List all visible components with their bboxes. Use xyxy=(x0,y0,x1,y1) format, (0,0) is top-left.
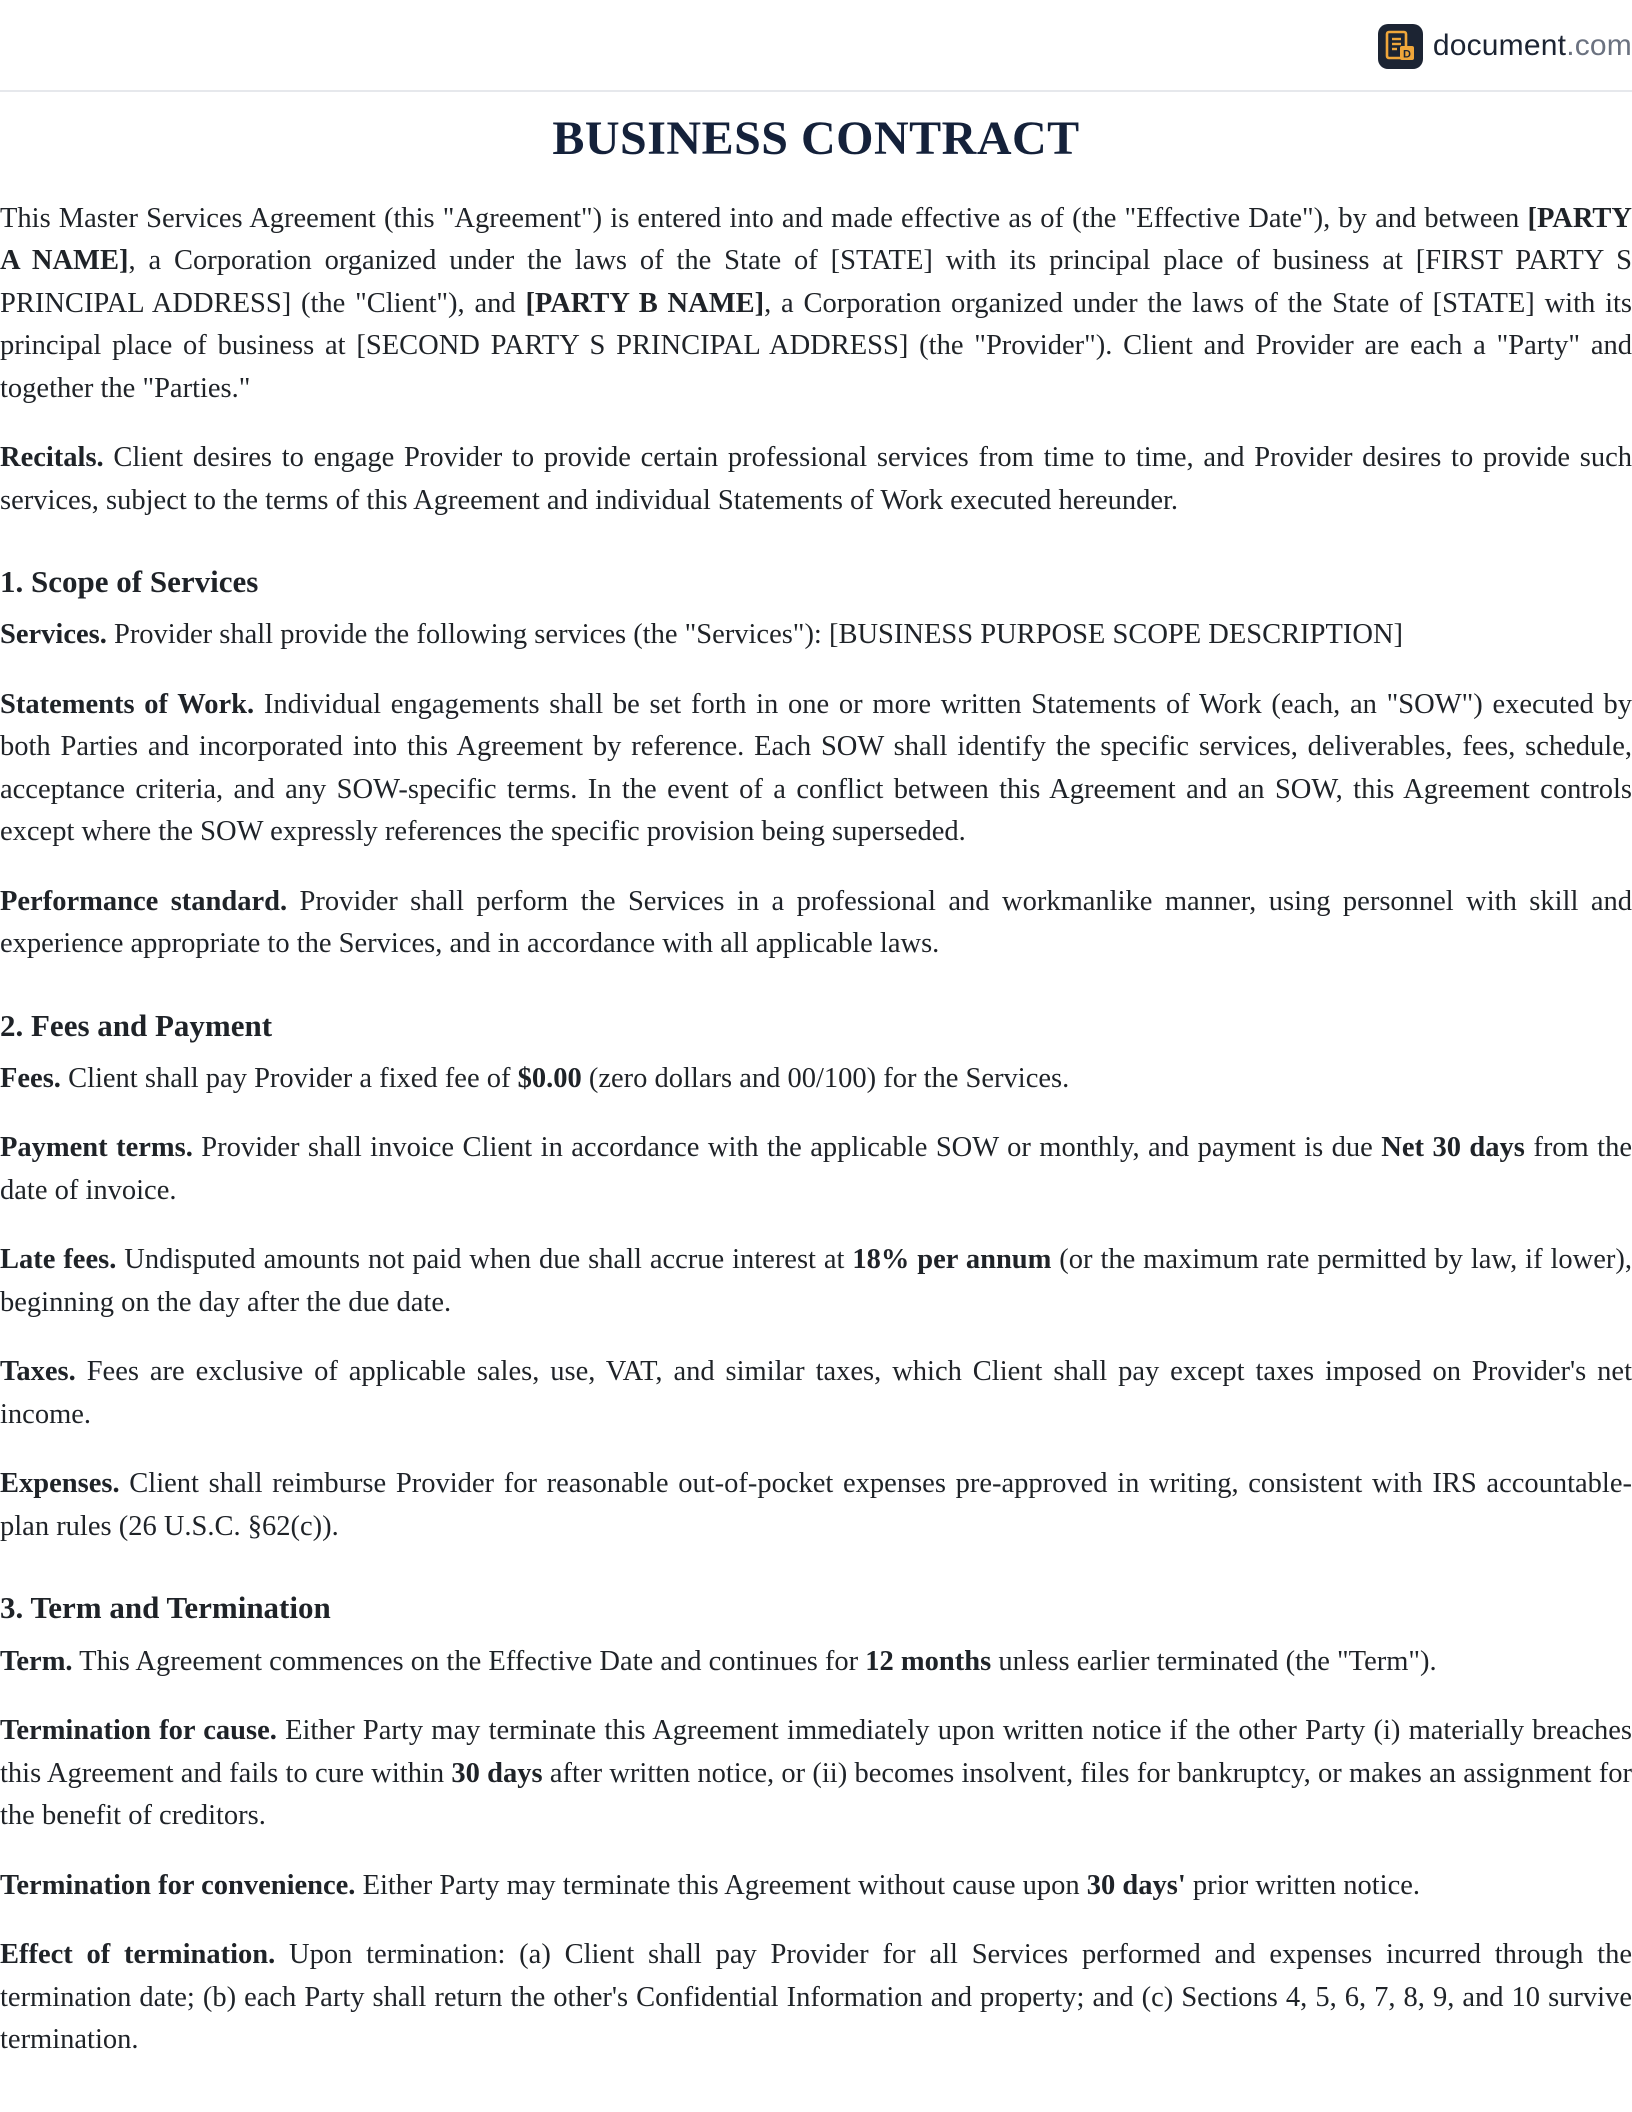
brand-logo[interactable] xyxy=(1378,22,1632,70)
fees-label: Fees. xyxy=(0,1062,61,1094)
effect-of-termination-text: Upon termination: (a) Client shall pay Provider for all Services performed and expenses incurred through the termination date; (b) each Party shall return the other's Confidential Information and property; and (c) Sections 4, 5, 6, 7, 8, 9, and 10 survive termination. xyxy=(0,1939,1632,2056)
term-label: Term. xyxy=(0,1645,73,1677)
svg-text:D: D xyxy=(1403,48,1412,61)
expenses-text: Client shall reimburse Provider for reasonable out-of-pocket expenses pre-approved in writing, consistent with IRS accountable-plan rules (26 U.S.C. §62(c)). xyxy=(0,1468,1632,1542)
intro-text-2: , a Corporation organized under the laws of the State of [STATE] with its principal place of business at [FIRST PARTY S PRINCIPAL ADDRESS] (the "Client"), and xyxy=(0,245,1632,319)
termination-convenience-label: Termination for convenience. xyxy=(0,1869,356,1901)
services-paragraph xyxy=(0,614,1632,657)
payment-text-1: Provider shall invoice Client in accordance with the applicable SOW or monthly, and payment is due xyxy=(192,1132,1382,1164)
late-fees-paragraph xyxy=(0,1239,1632,1324)
termination-cause-text-1: Either Party may terminate this Agreement immediately upon written notice if the other Party (i) materially breaches this Agreement and fails to cure within xyxy=(0,1715,1632,1789)
sow-label: Statements of Work. xyxy=(0,688,255,720)
top-bar xyxy=(0,0,1632,92)
fees-text-1: Client shall pay Provider a fixed fee of xyxy=(60,1062,518,1094)
recitals-paragraph xyxy=(0,437,1632,522)
term-text-2: unless earlier terminated (the "Term"). xyxy=(991,1645,1437,1677)
payment-net-days: Net 30 days xyxy=(1381,1132,1525,1164)
late-fee-rate: 18% per annum xyxy=(852,1244,1052,1276)
termination-cause-label: Termination for cause. xyxy=(0,1715,277,1747)
late-fees-label: Late fees. xyxy=(0,1244,117,1276)
services-label: Services. xyxy=(0,619,107,651)
cure-days: 30 days xyxy=(451,1757,543,1789)
recitals-text: Client desires to engage Provider to provide certain professional services from time to time, and Provider desires to provide such services, subject to the terms of this Agreement and individual Statements of Work executed hereunder. xyxy=(0,442,1632,516)
intro-paragraph xyxy=(0,198,1632,411)
late-fees-text-1: Undisputed amounts not paid when due shall accrue interest at xyxy=(116,1244,853,1276)
document-title: BUSINESS CONTRACT xyxy=(552,112,1080,165)
termination-convenience-text-1: Either Party may terminate this Agreement without cause upon xyxy=(355,1869,1087,1901)
termination-convenience-text-2: prior written notice. xyxy=(1185,1869,1421,1901)
fee-amount: $0.00 xyxy=(517,1062,582,1094)
termination-convenience-paragraph xyxy=(0,1865,1632,1908)
taxes-paragraph xyxy=(0,1351,1632,1436)
performance-paragraph xyxy=(0,881,1632,966)
sow-paragraph xyxy=(0,684,1632,854)
party-b-name: [PARTY B NAME] xyxy=(525,287,765,319)
fees-text-2: (zero dollars and 00/100) for the Services. xyxy=(581,1062,1070,1094)
taxes-label: Taxes. xyxy=(0,1356,76,1388)
effect-of-termination-paragraph xyxy=(0,1934,1632,2062)
brand-tld: .com xyxy=(1566,29,1632,62)
section-3-heading: 3. Term and Termination xyxy=(0,1590,331,1626)
document-body xyxy=(0,92,1632,2062)
term-text-1: This Agreement commences on the Effective Date and continues for xyxy=(72,1645,866,1677)
expenses-label: Expenses. xyxy=(0,1468,120,1500)
termination-cause-paragraph xyxy=(0,1710,1632,1838)
termination-cause-text-2: after written notice, or (ii) becomes insolvent, files for bankruptcy, or makes an assignment for the benefit of creditors. xyxy=(0,1757,1632,1832)
section-1-heading: 1. Scope of Services xyxy=(0,564,259,600)
term-months: 12 months xyxy=(865,1645,992,1677)
brand-text xyxy=(1433,29,1632,63)
term-paragraph xyxy=(0,1641,1632,1684)
notice-days: 30 days' xyxy=(1086,1869,1186,1901)
payment-text-2: from the date of invoice. xyxy=(0,1132,1632,1206)
performance-text: Provider shall perform the Services in a professional and workmanlike manner, using personnel with skill and experience appropriate to the Services, and in accordance with all applicable laws. xyxy=(0,885,1632,960)
expenses-paragraph xyxy=(0,1463,1632,1548)
intro-text-1: This Master Services Agreement (this "Agreement") is entered into and made effective as of (the "Effective Date"), by and between xyxy=(0,202,1528,234)
late-fees-text-2: (or the maximum rate permitted by law, if lower), beginning on the day after the due date. xyxy=(0,1244,1632,1318)
intro-text-3: , a Corporation organized under the laws of the State of [STATE] with its principal place of business at [SECOND PARTY S PRINCIPAL ADDRESS] (the "Provider"). Client and Provider are each a "Party" and together the "Parties." xyxy=(0,287,1632,404)
taxes-text: Fees are exclusive of applicable sales, use, VAT, and similar taxes, which Client shall pay except taxes imposed on Provider's net income. xyxy=(0,1356,1632,1430)
section-2-heading: 2. Fees and Payment xyxy=(0,1007,273,1043)
payment-paragraph xyxy=(0,1127,1632,1212)
document-logo-icon xyxy=(1378,24,1423,69)
party-a-name: [PARTY A NAME] xyxy=(0,202,1632,277)
services-text: Provider shall provide the following services (the "Services"): [BUSINESS PURPOSE SCOPE DESCRIPTION] xyxy=(106,619,1404,651)
performance-label: Performance standard. xyxy=(0,885,288,917)
sow-text: Individual engagements shall be set forth in one or more written Statements of Work (each, an "SOW") executed by both Parties and incorporated into this Agreement by reference. Each SOW shall identify the specific services, deliverables, fees, schedule, acceptance criteria, and any SOW-specific terms. In the event of a conflict between this Agreement and an SOW, this Agreement controls except where the SOW expressly references the specific provision being superseded. xyxy=(0,688,1632,848)
payment-label: Payment terms. xyxy=(0,1132,193,1164)
recitals-label: Recitals. xyxy=(0,442,104,474)
fees-paragraph xyxy=(0,1058,1632,1101)
effect-of-termination-label: Effect of termination. xyxy=(0,1939,276,1971)
brand-name: document xyxy=(1432,29,1567,62)
